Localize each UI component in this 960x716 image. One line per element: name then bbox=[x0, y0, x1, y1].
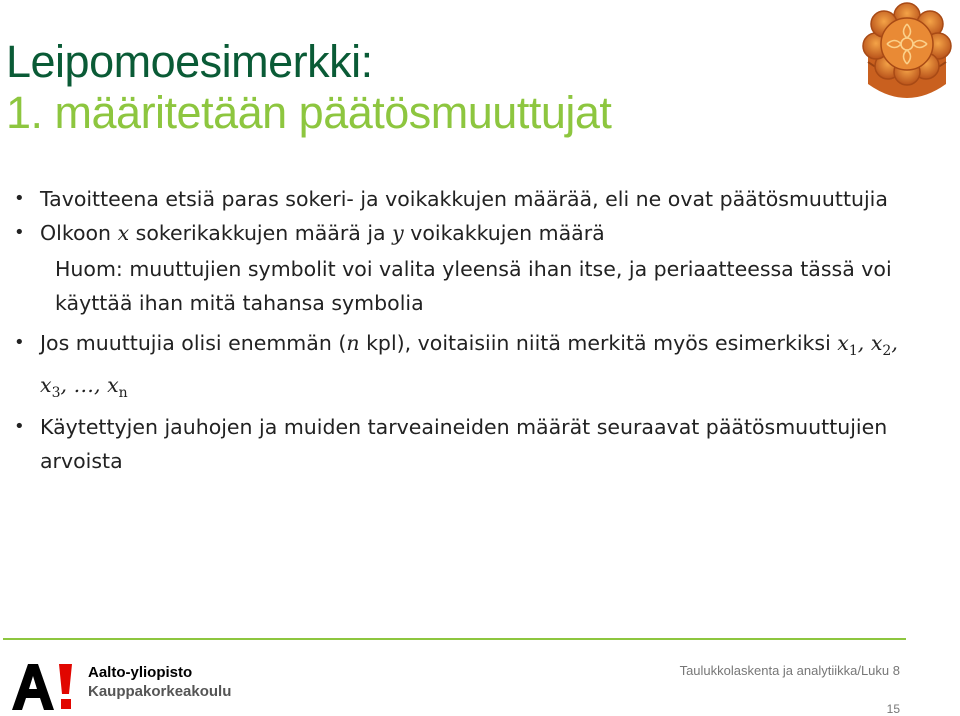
bullet-goal-text: Tavoitteena etsiä paras sokeri- ja voikakkujen määrää, eli ne ovat päätösmuuttujia bbox=[40, 187, 888, 211]
math-x-sequence: $x_1$, $x_2$, $x_3$, …, $x_n$ bbox=[40, 331, 898, 402]
variable-y: y bbox=[392, 221, 404, 245]
slide-title-line1: Leipomoesimerkki: bbox=[6, 36, 373, 87]
university-line2: Kauppakorkeakoulu bbox=[88, 683, 232, 700]
university-name bbox=[88, 663, 231, 701]
bullet-variables-post: voikakkujen määrä bbox=[403, 221, 605, 245]
bullet-more-pre: Jos muuttujia olisi enemmän ( bbox=[40, 331, 347, 355]
variable-x: x bbox=[117, 221, 130, 245]
bullet-more-variables bbox=[0, 326, 900, 410]
bullet-ingredients bbox=[0, 410, 900, 478]
slide-title-line2: 1. määritetään päätösmuuttujat bbox=[6, 87, 612, 138]
slide-body bbox=[0, 182, 900, 478]
bullet-ingredients-text: Käytettyjen jauhojen ja muiden tarveaineiden määrät seuraavat päätösmuuttujien arvoista bbox=[40, 415, 888, 474]
university-line1: Aalto-yliopisto bbox=[88, 664, 193, 681]
bullet-more-mid: kpl), voitaisiin niitä merkitä myös esimerkiksi bbox=[359, 331, 838, 355]
bullet-goal bbox=[0, 182, 900, 216]
bullet-variables bbox=[0, 216, 900, 250]
page-number: 15 bbox=[886, 702, 900, 716]
slide-title bbox=[6, 36, 826, 138]
note-symbols: Huom: muuttujien symbolit voi valita yleensä ihan itse, ja periaatteessa tässä voi käyttää ihan mitä tahansa symbolia bbox=[55, 257, 892, 315]
bullet-variables-pre: Olkoon bbox=[40, 221, 118, 245]
footer-divider bbox=[3, 638, 906, 640]
aalto-logo bbox=[12, 662, 76, 710]
bullet-variables-mid: sokerikakkujen määrä ja bbox=[129, 221, 393, 245]
course-name: Taulukkolaskenta ja analytiikka/Luku 8 bbox=[679, 663, 900, 678]
cookie-illustration bbox=[858, 2, 956, 110]
variable-n: n bbox=[346, 331, 360, 355]
